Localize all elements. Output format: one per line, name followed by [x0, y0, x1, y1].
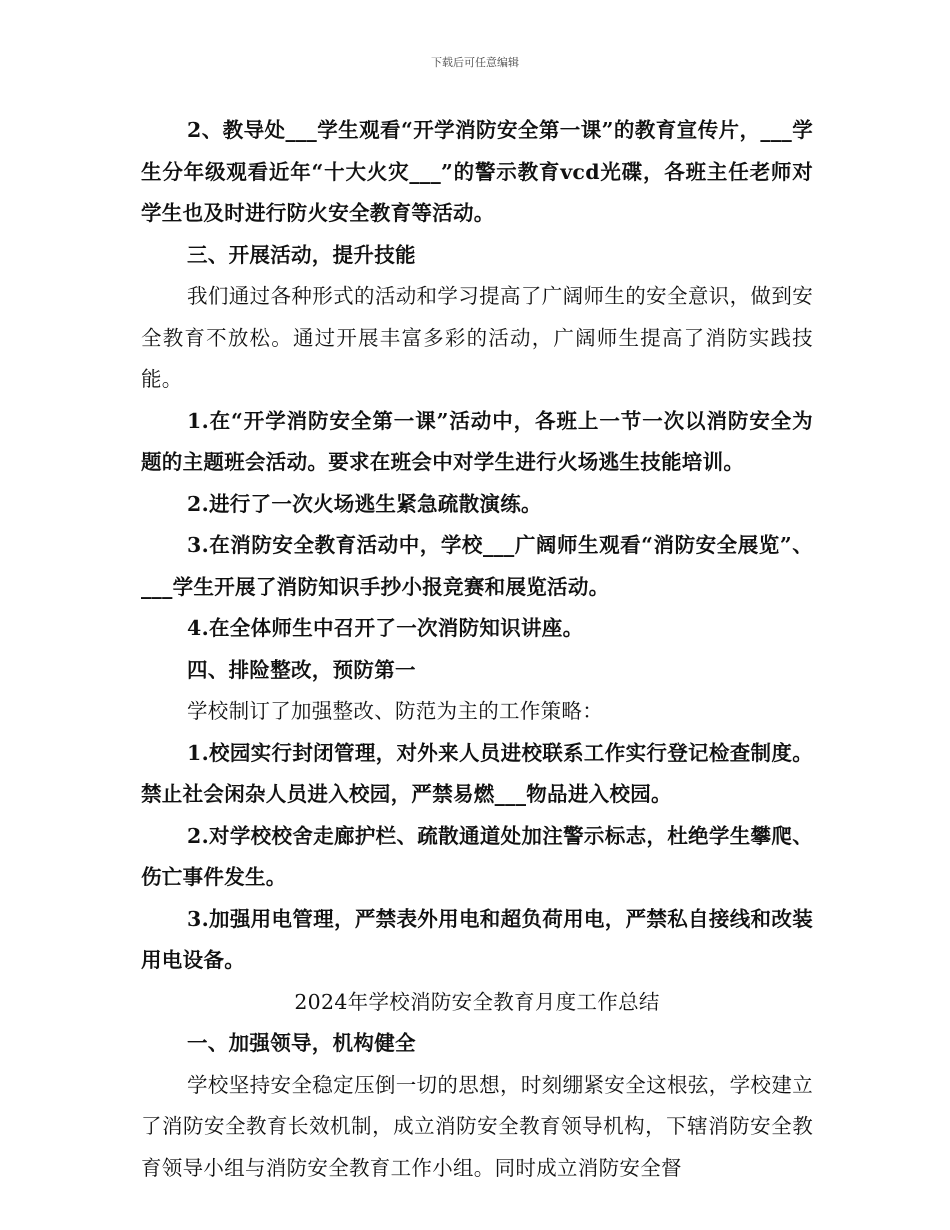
list-item: 2.对学校校舍走廊护栏、疏散通道处加注警示标志，杜绝学生攀爬、伤亡事件发生。: [141, 823, 813, 889]
section-heading: 三、开展活动，提升技能: [187, 242, 416, 267]
document-title: 2024年学校消防安全教育月度工作总结: [294, 989, 660, 1014]
list-item: 4.在全体师生中召开了一次消防知识讲座。: [187, 616, 584, 640]
list-item: 1.在“开学消防安全第一课”活动中，各班上一节一次以消防安全为题的主题班会活动。要求在班会中对学生进行火场逃生技能培训。: [141, 408, 813, 474]
list-item: 1.校园实行封闭管理，对外来人员进校联系工作实行登记检查制度。禁止社会闲杂人员进入校园，严禁易燃___物品进入校园。: [141, 740, 813, 806]
paragraph: 我们通过各种形式的活动和学习提高了广阔师生的安全意识，做到安全教育不放松。通过开展丰富多彩的活动，广阔师生提高了消防实践技能。: [141, 284, 813, 391]
paragraph: 学校制订了加强整改、防范为主的工作策略：: [187, 699, 603, 723]
document-body: [141, 110, 813, 1189]
paragraph: 学校坚持安全稳定压倒一切的思想，时刻绷紧安全这根弦，学校建立了消防安全教育长效机制，成立消防安全教育领导机构，下辖消防安全教育领导小组与消防安全教育工作小组。同时成立消防安全督: [141, 1072, 813, 1180]
list-item: 2.进行了一次火场逃生紧急疏散演练。: [187, 491, 542, 516]
list-item: 3.加强用电管理，严禁表外用电和超负荷用电，严禁私自接线和改装用电设备。: [141, 906, 813, 972]
page-header-note: 下载后可任意编辑: [431, 56, 519, 69]
section-heading: 一、加强领导，机构健全: [187, 1031, 416, 1055]
list-item: 3.在消防安全教育活动中，学校___广阔师生观看“消防安全展览”、___学生开展了消防知识手抄小报竞赛和展览活动。: [141, 533, 813, 599]
section-heading: 四、排险整改，预防第一: [187, 657, 416, 682]
paragraph: 2、教导处___学生观看“开学消防安全第一课”的教育宣传片，___学生分年级观看近年“十大火灾___”的警示教育vcd光碟，各班主任老师对学生也及时进行防火安全教育等活动。: [141, 118, 813, 225]
